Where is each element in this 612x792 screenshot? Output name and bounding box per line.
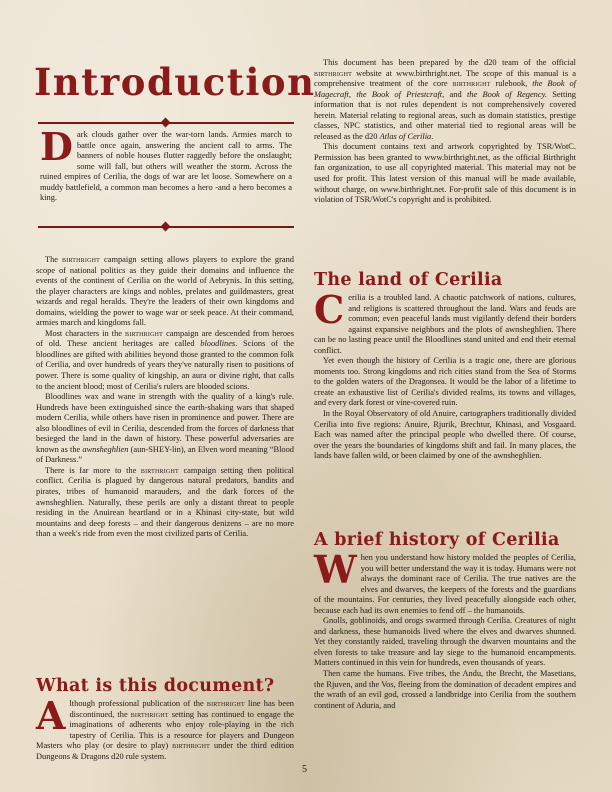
drop-cap: A [36,693,66,738]
intro-block [40,124,292,204]
page-title: Introduction [34,60,316,104]
land-section: The land of Cerilia Cerilia is a troubled land. A chaotic patchwork of nations, cultures, and religions is scattered throughout the land. Wars and feuds are common; even peaceful lands must vigilantly defend their borders against expansive neighbors and the plots of awnsheghlien. There can be no lasting peace until the Bloodlines stand united and end their eternal conflict. Yet even though the history of Cerilia is a tragic one, there are glorious moments too. Strong kingdoms and rich cities stand from the Sea of Storms to the golden waters of the Dragonsea. It would be the labor of a lifetime to create an exhaustive list of Cerilia's divided realms, its towns and villages, and every dark forest or vine-covered ruin. In the Royal Observatory of old Anuire, cartographers traditionally divided Cerilia into five regions: Anuire, Rjurik, Brechtur, Khinasi, and Vosgaard. Each was named after the principal people who dwelled there. Of course, over the years the boundaries of kingdoms shift and fail. In many places, the lands have fallen wild, or been claimed by one of the awnsheghlien. [314,270,576,461]
paragraph: In the Royal Observatory of old Anuire, cartographers traditionally divided Cerilia into five regions: Anuire, Rjurik, Brechtur, Khinasi, and Vosgaard. Each was named after the principal people who dwelled there. Of course, over the years the boundaries of kingdoms shift and fail. In many places, the lands have fallen wild, or been claimed by one of the awnsheghlien. [314,409,576,461]
page-number: 5 [302,764,307,775]
right-column-top [314,58,576,206]
paragraph: This document contains text and artwork copyrighted by TSR/WotC. Permission has been granted to www.birthright.net, as the official Birthright fan organization, to use all copyrighted material. This material may not be used for profit. This latest version of this manual will be made available, without charge, on www.birthright.net. For-profit sale of this document is in violation of TSR/WotC's copyright and is prohibited. [314,142,576,205]
paragraph: The birthright campaign setting allows players to explore the grand scope of national politics as they guide their domains and influence the events of the continent of Cerilia on the world of Aebrynis. In this setting, the player characters are kings and nobles, prelates and guildmasters, great wizards and regal heralds. They're the leaders of their own kingdoms and domains, wielding the power to wage war or seek peace. At their command, armies march and kingdoms fall. [36,255,294,328]
paragraph: Most characters in the birthright campaign are descended from heroes of old. These ancient heritages are called bloodlines. Scions of the bloodlines are gifted with abilities beyond those granted to the common folk of Cerilia, and over hundreds of years they've naturally risen to positions of power. There is some quality of kingship, an aura or divine right, that calls to the ancient blood; most of Cerilia's rulers are blooded scions. [36,328,295,391]
what-section: What is this document? Although professional publication of the birthright line has been discontinued, the birthright setting has continued to engage the imaginations of adherents who enjoy role-playing in the rich tapestry of Cerilia. This is a resource for players and Dungeon Masters who play (or desire to play) birthright under the third edition Dungeons & Dragons d20 rule system. [36,676,295,761]
top-rule-ornament [161,118,171,128]
section-heading: A brief history of Cerilia [314,530,560,550]
section-heading: The land of Cerilia [314,270,503,290]
paragraph: Yet even though the history of Cerilia is a tragic one, there are glorious moments too. Strong kingdoms and rich cities stand from the Sea of Storms to the golden waters of the Dragonsea. It would be the labor of a lifetime to create an exhaustive list of Cerilia's divided realms, its towns and villages, and every dark forest or vine-covered ruin. [314,356,576,408]
bottom-rule-ornament [161,222,171,232]
drop-cap: D [40,124,73,169]
left-column [36,255,294,540]
section-heading: What is this document? [36,676,275,696]
intro-text: ark clouds gather over the war-torn lands. Armies march to battle once again, answering the ancient call to arms. The banners of noble houses flutter raggedly before the onslaught; some will fall, but others will weather the storm. Across the ruined empires of Cerilia, the dogs of war are let loose. Somewhere on a muddy battlefield, a common man becomes a hero -and a hero becomes a king. [40,130,292,203]
paragraph: Then came the humans. Five tribes, the Andu, the Brecht, the Masetians, the Rjuven, and the Vos, fleeing from the domination of decadent empires and the wrath of an evil god, crossed a landbridge into Cerilia from the southern continent of Aduria, and [314,669,576,710]
paragraph: This document has been prepared by the d20 team of the official birthright website at www.birthright.net. The scope of this manual is a comprehensive treatment of the core birthright rulebook, the Book of Magecraft, the Book of Priestcraft, and the Book of Regency. Setting information that is not rules dependent is not comprehensively covered herein. Material relating to regional areas, such as domain statistics, prestige classes, NPC statistics, and other material tied to regional areas will be released as the d20 Atlas of Cerilia. [314,58,576,141]
history-section: A brief history of Cerilia When you understand how history molded the peoples of Cerilia, you will better understand the way it is today. Humans were not always the dominant race of Cerilia. The true natives are the elves and dwarves, the keepers of the forests and the guardians of the mountains. For centuries, they lived peacefully alongside each other, because each had its own enemies to fend off – the humanoids. Gnolls, goblinoids, and orogs swarmed through Cerilia. Creatures of night and darkness, these humanoids lived where the elves and dwarves shunned. Yet they constantly raided, traveling through the dwarven mountains and the elven forests to take treasure and lay siege to the humanoid encampments. Matters continued in this vein for hundreds, even thousands of years. Then came the humans. Five tribes, the Andu, the Brecht, the Masetians, the Rjuven, and the Vos, fleeing from the domination of decadent empires and the wrath of an evil god, crossed a landbridge into Cerilia from the southern continent of Aduria, and [314,530,576,710]
drop-cap: W [314,547,357,592]
paragraph: There is far more to the birthright campaign setting then political conflict. Cerilia is plagued by dangerous natural predators, bandits and pirates, tribes of humanoid marauders, and the dark forces of the awnsheghlien. Naturally, these perils are only a distant threat to people residing in the Anuirean heartland or in a Khinasi city-state, but wild mountains and deep forests – and their dangerous denizens – are no more than a week's ride from even the most civilized parts of Cerilia. [36,465,294,539]
paragraph: Gnolls, goblinoids, and orogs swarmed through Cerilia. Creatures of night and darkness, these humanoids lived where the elves and dwarves shunned. Yet they constantly raided, traveling through the dwarven mountains and the elven forests to take treasure and lay siege to the humanoid encampments. Matters continued in this vein for hundreds, even thousands of years. [314,616,576,668]
drop-cap: C [314,287,345,332]
paragraph: Bloodlines wax and wane in strength with the quality of a king's rule. Hundreds have been extinguished since the earth-shaking wars that shaped modern Cerilia, while others have risen in prominence and power. There are also bloodlines of evil in Cerilia, descended from the forces of darkness that besieged the land in the dawn of history. These powerful adversaries are known as the awnsheghlien (aun-SHEY-lin), an Elven word meaning “Blood of Darkness.” [36,392,294,465]
